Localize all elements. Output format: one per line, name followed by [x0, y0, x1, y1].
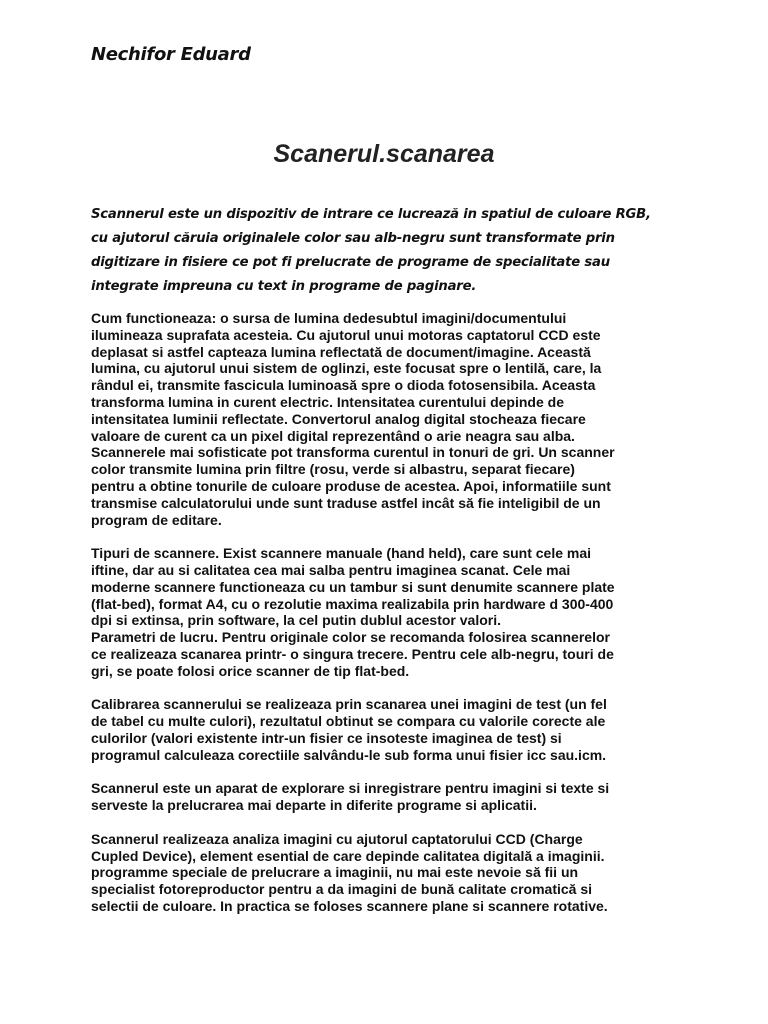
paragraph-line: (flat-bed), format A4, cu o rezolutie maxima realizabila prin hardware d 300-400 [91, 595, 614, 612]
paragraph-line: de tabel cu multe culori), rezultatul obtinut se compara cu valorile corecte ale [91, 713, 606, 730]
intro-paragraph [91, 203, 681, 299]
paragraph-line: color transmite lumina prin filtre (rosu, verde si albastru, separat fiecare) [91, 461, 575, 478]
paragraph-line: culorilor (valori existente intr-un fisier ce insoteste imaginea de test) si [91, 729, 562, 746]
paragraph-line: iftine, dar au si calitatea cea mai salba pentru imaginea scanat. Cele mai [91, 561, 571, 578]
paragraph-line: specialist fotoreproductor pentru a da imagini de bună calitate cromatică si [91, 881, 593, 898]
paragraph-line: serveste la prelucrarea mai departe in diferite programe si aplicatii. [91, 797, 537, 814]
body-paragraph [91, 831, 681, 915]
intro-line: cu ajutorul căruia originalele color sau alb-negru sunt transformate prin [91, 231, 615, 246]
body-text [91, 310, 681, 915]
paragraph-line: program de editare. [91, 511, 222, 528]
paragraph-line: selectii de culoare. In practica se foloses scannere plane si scannere rotative. [91, 897, 608, 914]
intro-line: digitizare in fisiere ce pot fi prelucrate de programe de specialitate sau [91, 255, 610, 270]
paragraph-line: rândul ei, transmite fascicula luminoasă spre o dioda fotosensibila. Aceasta [91, 377, 596, 394]
paragraph-line: Cum functioneaza: o sursa de lumina dedesubtul imagini/documentului [91, 310, 567, 326]
paragraph-line: Calibrarea scannerului se realizeaza prin scanarea unei imagini de test (un fel [91, 696, 607, 713]
intro-line: Scannerul este un dispozitiv de intrare ce lucrează in spatiul de culoare RGB, [91, 207, 651, 222]
body-paragraph [91, 545, 681, 679]
paragraph-line: programme speciale de prelucrare a imaginii, nu mai este nevoie să fii un [91, 864, 579, 881]
body-paragraph [91, 310, 681, 528]
paragraph-line: Parametri de lucru. Pentru originale color se recomanda folosirea scannerelor [91, 629, 610, 646]
paragraph-line: Tipuri de scannere. Exist scannere manuale (hand held), care sunt cele mai [91, 545, 592, 562]
paragraph-line: Scannerul realizeaza analiza imagini cu ajutorul captatorului CCD (Charge [91, 830, 583, 847]
paragraph-gap [91, 764, 681, 781]
paragraph-line: Cupled Device), element esential de care depinde calitatea digitală a imaginii. [91, 847, 605, 864]
author-name: Nechifor Eduard [91, 44, 251, 65]
paragraph-line: transforma lumina in curent electric. Intensitatea curentului depinde de [91, 393, 564, 410]
paragraph-line: lumina, cu ajutorul unui sistem de oglinzi, este focusat spre o lentilă, care, la [91, 360, 602, 377]
paragraph-line: Scannerele mai sofisticate pot transforma curentul in tonuri de gri. Un scanner [91, 444, 615, 461]
paragraph-gap [91, 528, 681, 545]
paragraph-line: moderne scannere functioneaza cu un tambur si sunt denumite scannere plate [91, 578, 615, 595]
paragraph-line: intensitatea luminii reflectate. Convertorul analog digital stocheaza fiecare [91, 410, 586, 427]
paragraph-line: ce realizeaza scanarea printr- o singura trecere. Pentru cele alb-negru, touri de [91, 645, 614, 662]
paragraph-line: dpi si extinsa, prin software, la cel putin dublul acestor valori. [91, 612, 501, 629]
paragraph-line: valoare de curent ca un pixel digital reprezentând o arie neagra sau alba. [91, 427, 575, 444]
paragraph-gap [91, 680, 681, 697]
intro-line: integrate impreuna cu text in programe de paginare. [91, 279, 477, 294]
paragraph-line: gri, se poate folosi orice scanner de tip flat-bed. [91, 662, 410, 679]
body-paragraph [91, 780, 681, 814]
document-title: Scanerul.scanarea [273, 140, 495, 168]
paragraph-line: Scannerul este un aparat de explorare si inregistrare pentru imagini si texte si [91, 780, 610, 797]
paragraph-line: ilumineaza suprafata acesteia. Cu ajutorul unui motoras captatorul CCD este [91, 326, 601, 343]
body-paragraph [91, 696, 681, 763]
paragraph-line: pentru a obtine tonurile de culoare produse de acestea. Apoi, informatiile sunt [91, 477, 611, 494]
paragraph-line: deplasat si astfel capteaza lumina reflectată de document/imagine. Această [91, 343, 591, 360]
paragraph-line: programul calculeaza corectiile salvându-le sub forma unui fisier icc sau.icm. [91, 746, 607, 763]
paragraph-gap [91, 814, 681, 831]
paragraph-line: transmise calculatorului unde sunt traduse astfel incât să fie inteligibil de un [91, 494, 601, 511]
